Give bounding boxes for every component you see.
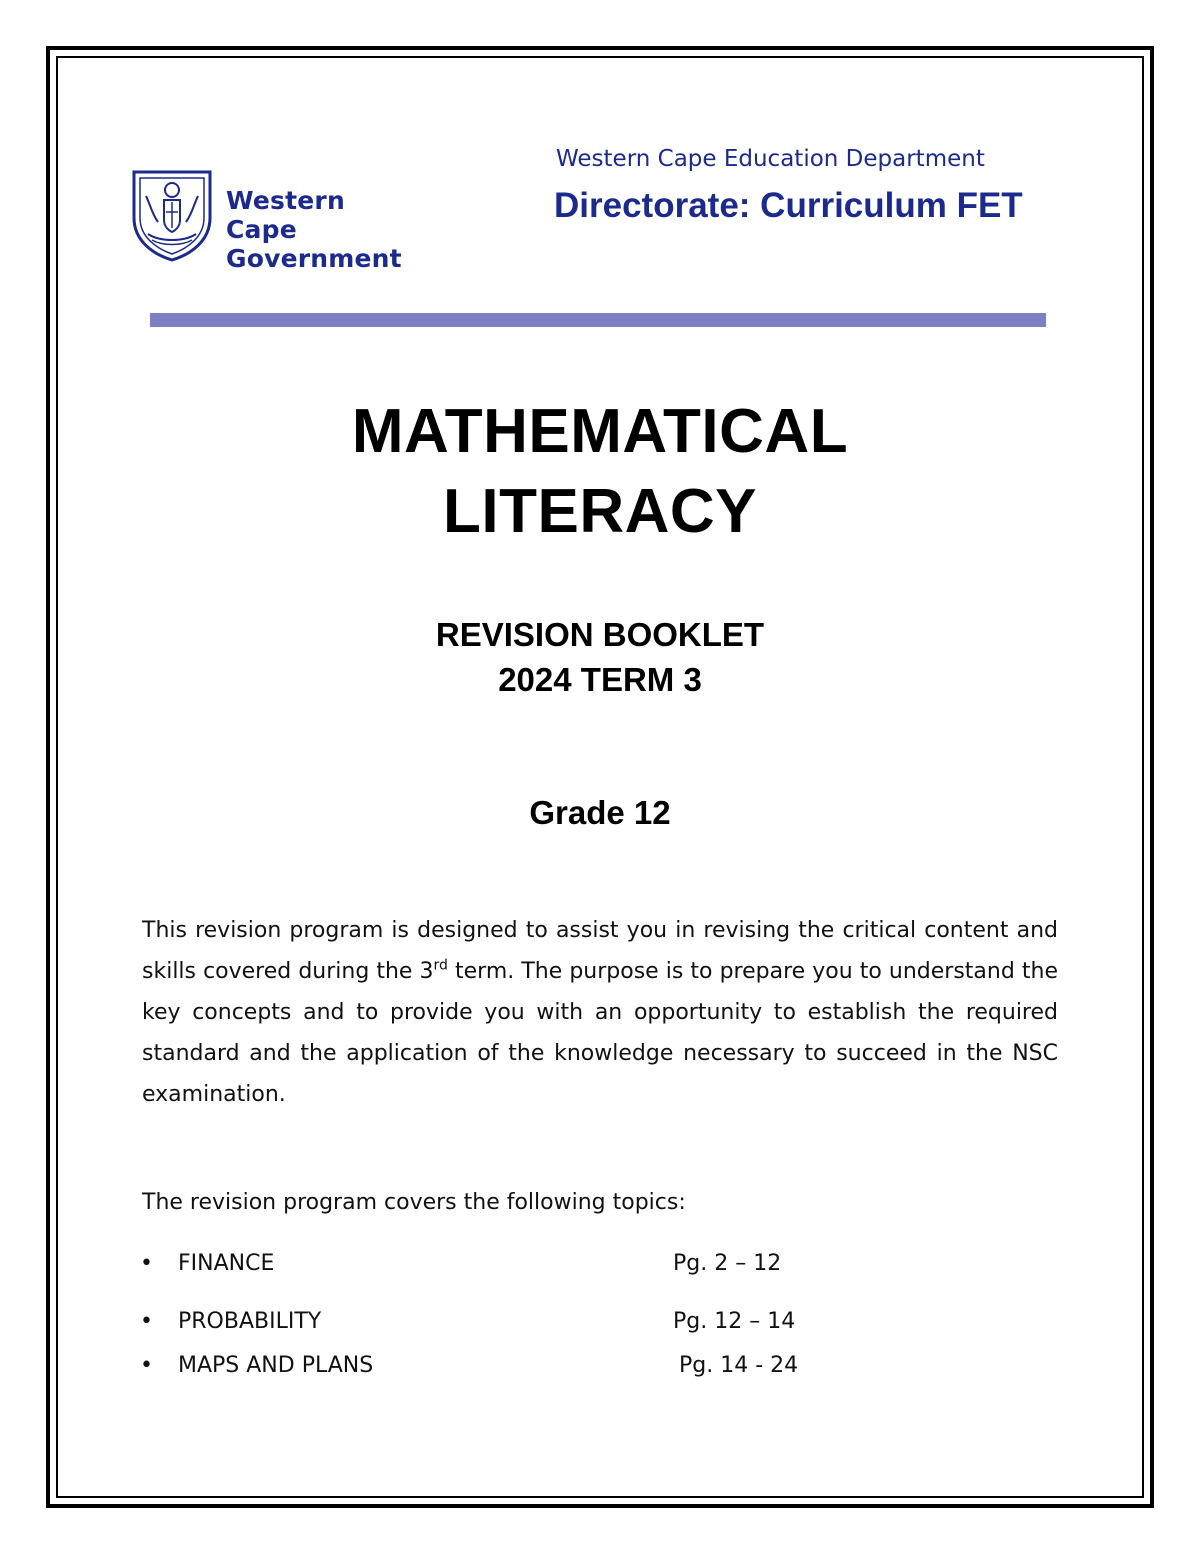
logo-text-line2: Government: [226, 244, 402, 273]
list-item: [140, 1251, 840, 1281]
bullet-icon: •: [140, 1309, 153, 1334]
header-divider-bar: [150, 313, 1046, 327]
title-line1: MATHEMATICAL: [351, 397, 849, 466]
department-name: Western Cape Education Department: [556, 146, 985, 172]
list-item: [140, 1353, 840, 1383]
list-item: [140, 1309, 840, 1339]
topic-name: FINANCE: [178, 1251, 275, 1276]
coat-of-arms-shield-icon: [124, 166, 220, 262]
subtitle-line1: REVISION BOOKLET: [435, 616, 765, 653]
subtitle-line2: 2024 TERM 3: [498, 661, 702, 698]
bullet-icon: •: [140, 1353, 153, 1378]
page-border-inner: [56, 56, 1144, 1498]
topic-name: PROBABILITY: [178, 1309, 322, 1334]
bullet-icon: •: [140, 1251, 153, 1276]
intro-text-part2: term. The purpose is to prepare you to understand the key concepts and to provide you with an opportunity to establish the required standard and the application of the knowledge necessary to succeed in the NSC examination.: [142, 959, 1058, 1107]
intro-paragraph: [142, 910, 1058, 1115]
grade-label: Grade 12: [529, 794, 671, 831]
document-subtitle: [0, 612, 1200, 702]
title-line2: LITERACY: [443, 477, 757, 546]
topic-pages: Pg. 14 - 24: [679, 1353, 799, 1378]
western-cape-government-logo: [124, 166, 424, 273]
document-title: [0, 392, 1200, 552]
logo-text-line1: Western Cape: [226, 186, 345, 244]
topic-pages: Pg. 2 – 12: [673, 1251, 782, 1276]
topic-pages: Pg. 12 – 14: [673, 1309, 796, 1334]
intro-text-part1: This revision program is designed to assist you in revising the critical content and skills covered during the 3: [142, 918, 1058, 984]
logo-text: [226, 186, 424, 273]
topics-intro: The revision program covers the following topics:: [142, 1190, 686, 1215]
topic-name: MAPS AND PLANS: [178, 1353, 374, 1378]
intro-superscript: rd: [433, 957, 448, 974]
directorate-heading: Directorate: Curriculum FET: [554, 186, 1023, 225]
